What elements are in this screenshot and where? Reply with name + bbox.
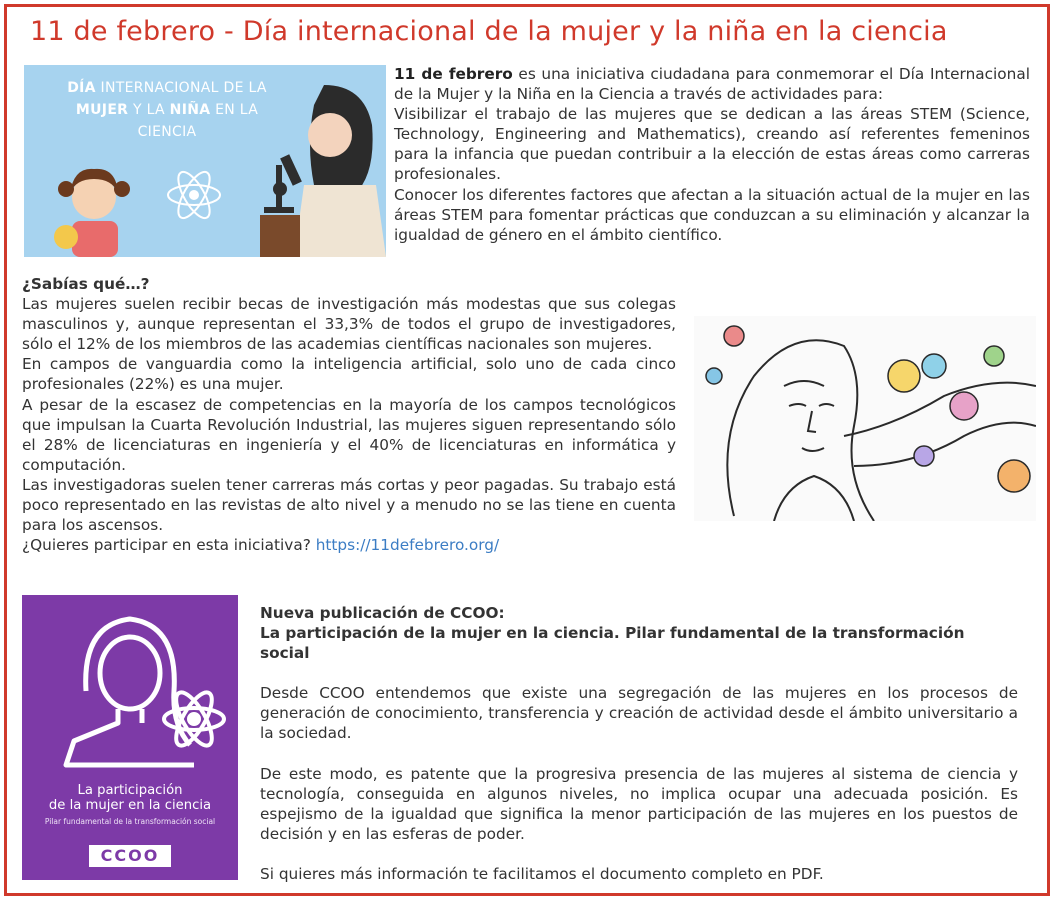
hero-line2-a: MUJER — [75, 102, 129, 118]
publication-heading-1: Nueva publicación de CCOO: — [260, 604, 505, 622]
science-doodles — [706, 326, 1030, 492]
sketch-art — [694, 316, 1036, 521]
hero-line1-strong: DÍA — [67, 80, 96, 96]
sabias-section — [22, 274, 676, 555]
publication-section — [260, 603, 1018, 884]
sabias-heading: ¿Sabías qué…? — [22, 275, 150, 293]
hero-line2-d: EN LA — [210, 102, 259, 118]
scientist-figure — [260, 85, 386, 257]
hero-line2-b: Y LA — [128, 102, 170, 118]
intro-lead-bold: 11 de febrero — [394, 65, 513, 83]
hero-line2-c: NIÑA — [169, 102, 211, 118]
cover-title-line2: de la mujer en la ciencia — [48, 798, 212, 813]
woman-atom-icon — [22, 595, 238, 785]
page-title: 11 de febrero - Día internacional de la mujer y la niña en la ciencia — [30, 16, 948, 47]
intro-section — [394, 64, 1030, 245]
hero-line1-rest: INTERNACIONAL DE LA — [95, 80, 267, 96]
hero-art — [24, 65, 386, 257]
intro-lead-rest: es una iniciativa ciudadana para conmemorar el Día Internacional de la Mujer y la Niña en la Ciencia a través de actividades para: — [394, 65, 1030, 104]
intro-lead — [394, 64, 1030, 104]
publication-paragraph-2: De este modo, es patente que la progresiva presencia de las mujeres al sistema de ciencia y tecnología, conseguida en algunos niveles, no implica ocupar una adecuada posición. Es espejismo de la igualdad que significa la menor participación de las mujeres en los puestos de decisión y en las esferas de poder. — [260, 764, 1018, 843]
girl-figure — [54, 169, 130, 257]
publication-cover[interactable] — [22, 595, 238, 880]
sabias-paragraph-3: A pesar de la escasez de competencias en la mayoría de los campos tecnológicos que impulsan la Cuarta Revolución Industrial, las mujeres siguen representando sólo el 28% de licenciaturas en ingeniería y el 40% de licenciaturas en informática y computación. — [22, 395, 676, 474]
publication-paragraph-1: Desde CCOO entendemos que existe una segregación de las mujeres en los procesos de generación de conocimiento, transferencia y creación de actividad desde el ámbito universitario a la sociedad. — [260, 684, 1018, 743]
sabias-cta — [22, 535, 676, 555]
publication-paragraph-3: Si quieres más información te facilitamos el documento completo en PDF. — [260, 864, 824, 883]
ccoo-logo: CCOO — [89, 845, 171, 867]
scientist-sketch-illustration — [694, 316, 1036, 521]
sabias-paragraph-2: En campos de vanguardia como la inteligencia artificial, solo uno de cada cinco profesionales (22%) es una mujer. — [22, 355, 676, 394]
iniciativa-link[interactable]: https://11defebrero.org/ — [315, 536, 500, 555]
atom-icon — [168, 167, 220, 222]
sabias-cta-text: ¿Quieres participar en esta iniciativa? — [22, 536, 316, 555]
microscope-icon — [264, 154, 302, 213]
cover-title — [22, 783, 238, 813]
hero-illustration — [24, 65, 386, 257]
intro-paragraph-2: Conocer los diferentes factores que afectan a la situación actual de la mujer en las áreas STEM para fomentar prácticas que conduzcan a su eliminación y alcanzar la igualdad de género en el ámbito científico. — [394, 185, 1030, 244]
intro-paragraph-1: Visibilizar el trabajo de las mujeres que se dedican a las áreas STEM (Science, Technology, Engineering and Mathematics), creando así referentes femeninos para la infancia que puedan contribuir a la elección de estas áreas como carreras profesionales. — [394, 105, 1030, 184]
hero-line3: CIENCIA — [137, 124, 197, 140]
cover-subtitle: Pilar fundamental de la transformación social — [44, 817, 216, 826]
sabias-paragraph-4: Las investigadoras suelen tener carreras más cortas y peor pagadas. Su trabajo está poco representado en las revistas de alto nivel y a menudo no se las tiene en cuenta para los ascensos. — [22, 475, 676, 535]
sabias-paragraph-1: Las mujeres suelen recibir becas de investigación más modestas que sus colegas masculinos y, aunque representan el 33,3% de todos el grupo de investigadores, sólo el 12% de los miembros de las academias científicas nacionales son mujeres. — [22, 295, 676, 354]
cover-title-line1: La participación — [77, 783, 183, 798]
publication-heading-2: La participación de la mujer en la ciencia. Pilar fundamental de la transformación social — [260, 624, 965, 663]
